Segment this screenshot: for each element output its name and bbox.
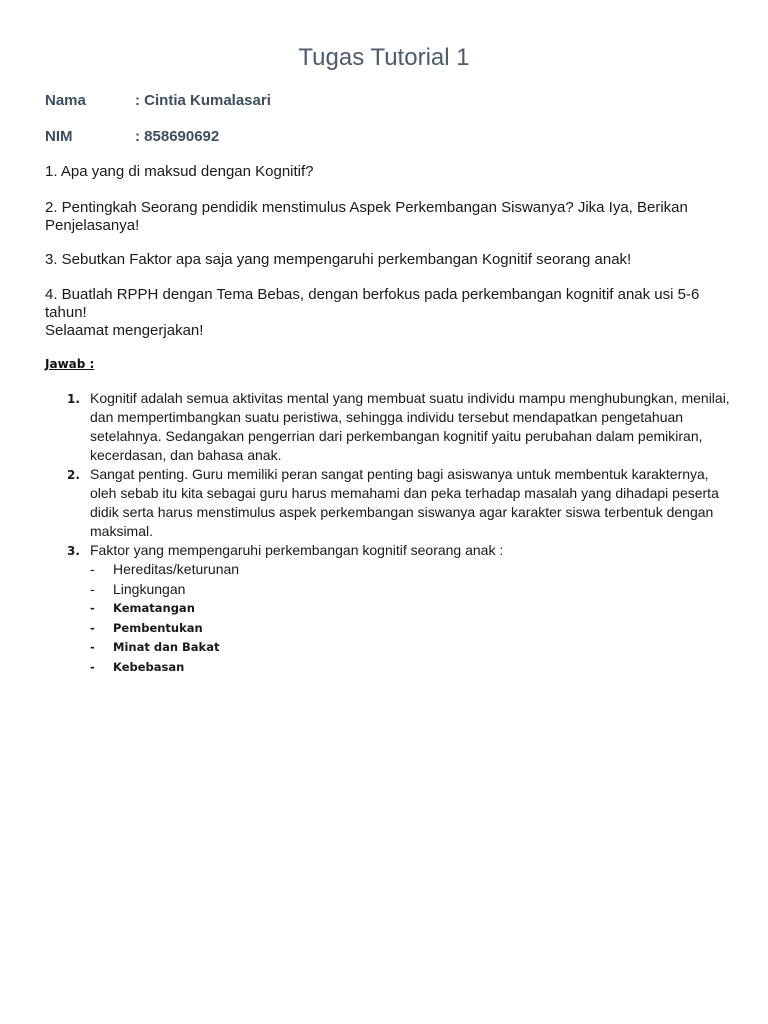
factor-item — [90, 580, 735, 600]
answer-text: Kognitif adalah semua aktivitas mental yang membuat suatu individu mampu menghubungkan, menilai, dan mempertimbangkan suatu peristiwa, sehingga individu tersebut mendapatkan pengetahuan setelahnya. Sedangakan pengerrian dari perkembangan kognitif yaitu perubahan dalam pemikiran, kecerdasan, dan bahasa anak. — [90, 390, 730, 463]
dash-bullet: - — [90, 620, 95, 635]
dash-bullet: - — [90, 561, 95, 577]
nim-value: : 858690692 — [135, 128, 220, 145]
factor-text: Kebebasan — [113, 659, 185, 674]
factor-item — [90, 599, 735, 619]
answer-number: 1. — [67, 392, 80, 406]
factor-item — [90, 560, 735, 580]
answer-item — [45, 389, 735, 465]
answer-number: 2. — [67, 468, 80, 482]
factor-list — [90, 560, 735, 677]
name-label: Nama — [45, 92, 86, 109]
factor-text: Hereditas/keturunan — [113, 561, 240, 577]
name-row — [45, 92, 271, 109]
answer-item — [45, 465, 735, 541]
answer-list — [45, 389, 735, 677]
jawab-heading: Jawab : — [45, 357, 95, 371]
answer-text: Sangat penting. Guru memiliki peran sangat penting bagi asiswanya untuk membentuk karakternya, oleh sebab itu kita sebagai guru harus memahami dan peka terhadap masalah yang dihadapi peserta didik serta harus menstimulus aspek perkembangan siswanya agar karakter siswa terbentuk dengan maksimal. — [90, 466, 719, 539]
name-value: : Cintia Kumalasari — [135, 92, 271, 109]
question-3: 3. Sebutkan Faktor apa saja yang mempengaruhi perkembangan Kognitif seorang anak! — [45, 251, 632, 268]
dash-bullet: - — [90, 601, 95, 615]
question-2: 2. Pentingkah Seorang pendidik menstimulus Aspek Perkembangan Siswanya? Jika Iya, Berikan Penjelasanya! — [45, 199, 688, 234]
question-4: 4. Buatlah RPPH dengan Tema Bebas, dengan berfokus pada perkembangan kognitif anak usi 5-6 tahun! — [45, 286, 700, 321]
factor-item — [90, 658, 735, 678]
factor-text: Lingkungan — [113, 580, 186, 597]
page-title: Tugas Tutorial 1 — [298, 44, 470, 71]
closing-text: Selaamat mengerjakan! — [45, 322, 204, 339]
answer-item — [45, 541, 735, 677]
answer-number: 3. — [67, 544, 80, 558]
answer-text: Faktor yang mempengaruhi perkembangan kognitif seorang anak : — [90, 542, 504, 558]
dash-bullet: - — [90, 640, 95, 654]
factor-item — [90, 619, 735, 639]
factor-text: Pembentukan — [113, 620, 203, 635]
nim-row — [45, 128, 219, 145]
question-1: 1. Apa yang di maksud dengan Kognitif? — [45, 163, 314, 180]
factor-text: Minat dan Bakat — [113, 640, 220, 654]
factor-item — [90, 638, 735, 658]
dash-bullet: - — [90, 659, 95, 674]
factor-text: Kematangan — [113, 601, 195, 615]
nim-label: NIM — [45, 128, 73, 145]
dash-bullet: - — [90, 580, 95, 597]
